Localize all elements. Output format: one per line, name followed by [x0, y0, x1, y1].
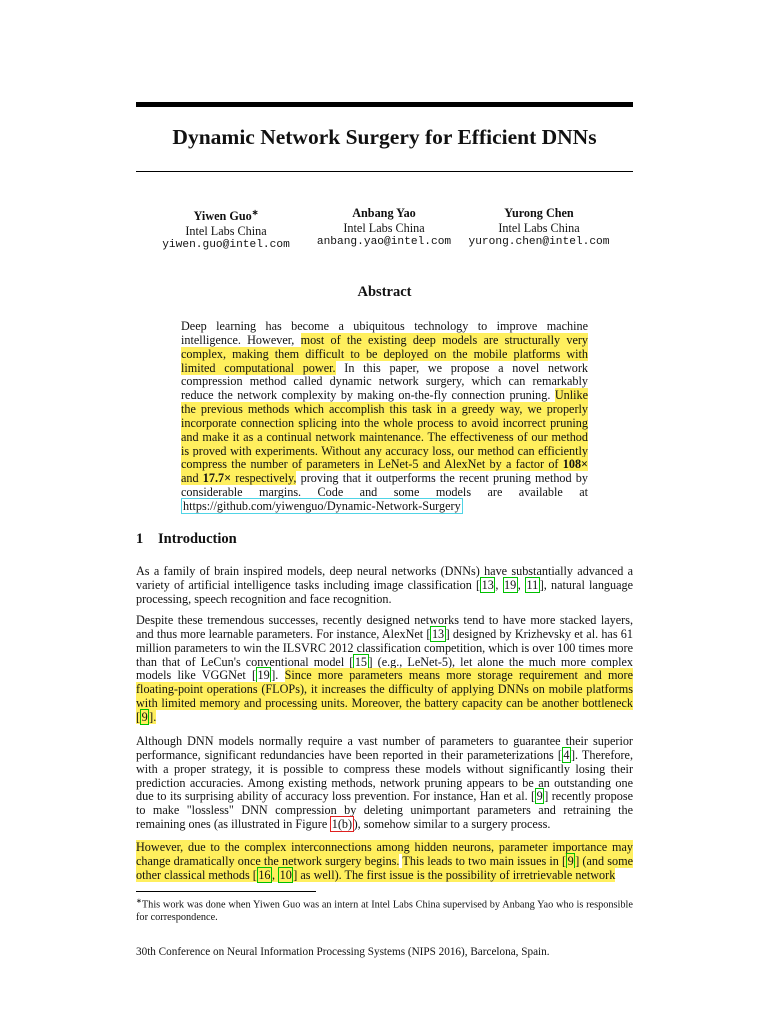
- highlighted-text: Unlike the previous methods which accomplish this task in a greedy way, we properly incorporate connection splicing into the whole process to avoid incorrect pruning and make it as a continual network maintenance. The effectiveness of our method is proved with experiments. Without any accuracy loss, our method can efficiently compress the number of parameters in LeNet-5 and AlexNet by a factor of 108× and 17.7× respectively,: [181, 388, 588, 486]
- abstract-text: Deep learning has become a ubiquitous technology to improve machine intelligence. However,: [181, 319, 588, 347]
- citation-link[interactable]: 11: [526, 577, 539, 592]
- author: [146, 206, 306, 253]
- citation-link[interactable]: 9: [567, 853, 574, 868]
- top-rule: [136, 102, 633, 107]
- author-affiliation: Intel Labs China: [185, 223, 267, 238]
- paragraph: As a family of brain inspired models, deep neural networks (DNNs) have substantially advanced a variety of artificial intelligence tasks including image classification [ 13 , 19 , 11 ], natural language processing, speech recognition and face recognition.: [136, 564, 634, 606]
- conference-note: 30th Conference on Neural Information Processing Systems (NIPS 2016), Barcelona, Spain.: [136, 946, 550, 958]
- footnote-rule: [136, 891, 316, 892]
- abstract-text: proving that it outperforms the recent pruning method by considerable margins. Code and some models are available at: [181, 471, 588, 500]
- author-name: Yurong Chen: [504, 206, 574, 220]
- citation-link[interactable]: 13: [431, 626, 445, 641]
- title-rule: [136, 171, 633, 172]
- author-email: yurong.chen@intel.com: [468, 236, 610, 248]
- citation-link[interactable]: 10: [279, 867, 292, 882]
- author-affiliation: Intel Labs China: [343, 220, 425, 235]
- citation-link[interactable]: 15: [354, 654, 368, 669]
- highlighted-text: Since more parameters means more storage requirement and more floating-point operations (FLOPs), it increases the difficulty of applying DNNs on mobile platforms with limited memory and processing units. Moreover, the battery capacity can be another bottleneck [ 9 ].: [136, 668, 633, 724]
- paper-title: Dynamic Network Surgery for Efficient DNNs: [172, 125, 597, 149]
- author: [459, 206, 619, 250]
- author-email: yiwen.guo@intel.com: [162, 239, 290, 252]
- footnote-mark: ∗: [251, 208, 259, 217]
- highlighted-text: However, due to the complex interconnections among hidden neurons, parameter importance may change dramatically once the network surgery begins.: [136, 840, 633, 868]
- citation-link[interactable]: 9: [141, 709, 148, 724]
- paragraph: Although DNN models normally require a vast number of parameters to guarantee their superior performance, significant redundancies have been reported in their parameterizations [ 4 ]. Therefore, with a proper strategy, it is possible to compress these models without significantly losing their prediction accuracies. Among existing methods, network pruning appears to be an outstanding one due to its surprising ability of accuracy loss prevention. For instance, Han et al. [ 9 ] recently propose to make "lossless" DNN compression by deleting unimportant parameters and retraining the remaining ones (as illustrated in Figure 1(b) ), somehow similar to a surgery process.: [136, 734, 633, 832]
- author-name: Anbang Yao: [352, 206, 416, 220]
- github-link[interactable]: https://github.com/yiwenguo/Dynamic-Network-Surgery: [183, 498, 461, 513]
- author-affiliation: Intel Labs China: [498, 220, 580, 235]
- citation-link[interactable]: 16: [258, 867, 271, 882]
- author-email: anbang.yao@intel.com: [316, 236, 452, 248]
- section-heading: [136, 531, 237, 548]
- highlighted-text: This leads to two main issues in [ 9 ] (and some other classical methods [ 16 , 10 ] as well). The first issue is the possibility of irretrievable network: [136, 853, 633, 882]
- section-number: 1: [136, 531, 144, 547]
- citation-link[interactable]: 9: [536, 789, 543, 804]
- citation-link[interactable]: 4: [563, 747, 570, 762]
- highlighted-text: most of the existing deep models are structurally very complex, making them difficult to be deployed on the mobile platforms with limited computational power.: [181, 332, 589, 375]
- author: [304, 206, 464, 250]
- compression-factor: 108×: [562, 457, 588, 472]
- compression-factor: 17.7×: [202, 471, 232, 486]
- footnote: [136, 895, 633, 924]
- footnote-mark: ∗: [136, 897, 142, 905]
- citation-link[interactable]: 13: [481, 577, 494, 592]
- citation-link[interactable]: 19: [257, 668, 270, 683]
- abstract-text: In this paper, we propose a novel network compression method called dynamic network surgery, which can remarkably reduce the network complexity by making on-the-fly connection pruning.: [181, 360, 588, 403]
- author-block: [136, 206, 633, 256]
- author-name: Yiwen Guo: [193, 209, 252, 224]
- paragraph: Despite these tremendous successes, recently designed networks tend to have more stacked layers, and thus more learnable parameters. For instance, AlexNet [ 13 ] designed by Krizhevsky et al. has 61 million parameters to win the ILSVRC 2012 classification competition, which is over 100 times more than that of LeCun's conventional model [ 15 ] (e.g., LeNet-5), let alone the much more complex models like VGGNet [ 19 ]. Since more parameters means more storage requirement and more floating-point operations (FLOPs), it increases the difficulty of applying DNNs on mobile platforms with limited memory and processing units. Moreover, the battery capacity can be another bottleneck [ 9 ].: [136, 613, 633, 724]
- citation-link[interactable]: 19: [504, 577, 517, 592]
- abstract-heading: Abstract: [357, 284, 412, 300]
- figure-link[interactable]: 1(b): [331, 817, 353, 832]
- abstract-body: [181, 320, 588, 514]
- paragraph: [136, 841, 633, 883]
- section-title: Introduction: [158, 531, 237, 547]
- footnote-text: This work was done when Yiwen Guo was an intern at Intel Labs China supervised by Anbang Yao who is responsible for correspondence.: [136, 899, 633, 923]
